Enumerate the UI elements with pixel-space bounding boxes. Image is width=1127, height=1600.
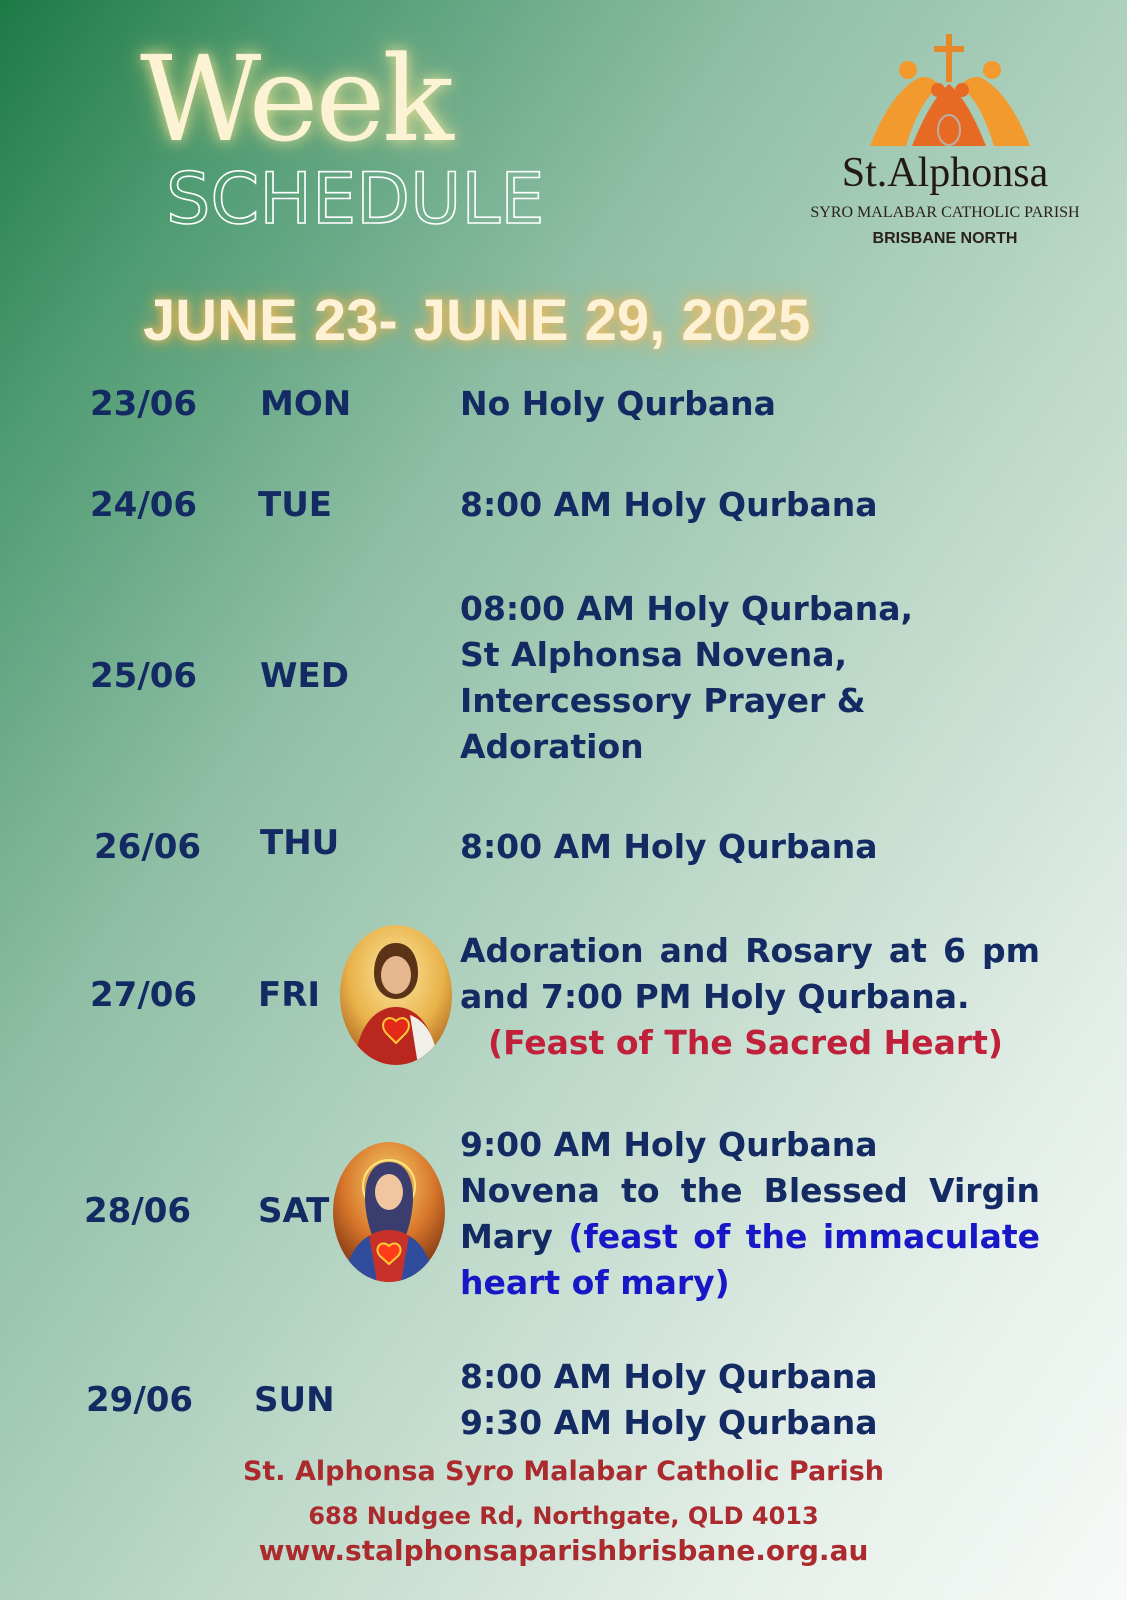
church-people-logo-icon: [860, 34, 1040, 154]
logo-name: St.Alphonsa: [841, 150, 1049, 196]
schedule-line: Novena to the Blessed Virgin: [460, 1171, 1040, 1210]
feast-note: heart of mary): [460, 1263, 730, 1302]
sacred-heart-jesus-icon: [340, 925, 452, 1065]
schedule-description: [460, 824, 1040, 870]
footer-parish: St. Alphonsa Syro Malabar Catholic Parish: [242, 1456, 885, 1487]
schedule-line: 9:00 AM Holy Qurbana: [460, 1125, 878, 1164]
schedule-description: [460, 928, 1040, 1066]
schedule-day: TUE: [258, 485, 333, 525]
schedule-day: THU: [260, 823, 340, 863]
schedule-line: Mary: [460, 1217, 553, 1256]
schedule-day: SUN: [254, 1380, 335, 1420]
schedule-line: 9:30 AM Holy Qurbana: [460, 1403, 878, 1442]
schedule-line: Adoration and Rosary at 6 pm: [460, 931, 1040, 970]
schedule-date: 29/06: [86, 1380, 194, 1420]
schedule-description: [460, 381, 1040, 427]
parish-logo: [800, 34, 1090, 254]
schedule-date: 25/06: [90, 656, 198, 696]
schedule-description: [460, 482, 1040, 528]
feast-note: (feast of the immaculate: [568, 1217, 1040, 1256]
schedule-line: 8:00 AM Holy Qurbana: [460, 827, 878, 866]
logo-subtitle: SYRO MALABAR CATHOLIC PARISH: [810, 204, 1080, 221]
schedule-description: [460, 586, 1040, 770]
schedule-line: No Holy Qurbana: [460, 384, 776, 423]
schedule-description: [460, 1122, 1040, 1306]
schedule-line: Intercessory Prayer &: [460, 681, 866, 720]
schedule-day: SAT: [258, 1191, 330, 1231]
immaculate-heart-mary-icon: [333, 1142, 445, 1282]
schedule-line: 8:00 AM Holy Qurbana: [460, 485, 878, 524]
schedule-day: FRI: [258, 975, 321, 1015]
schedule-day: WED: [260, 656, 349, 696]
logo-location: BRISBANE NORTH: [872, 230, 1018, 247]
schedule-line: and 7:00 PM Holy Qurbana.: [460, 977, 970, 1016]
schedule-date: 23/06: [90, 384, 198, 424]
schedule-description: [460, 1354, 1040, 1446]
schedule-line-mixed: [460, 1214, 1040, 1260]
schedule-line: 08:00 AM Holy Qurbana,: [460, 589, 914, 628]
schedule-date: 24/06: [90, 485, 198, 525]
schedule-date: 27/06: [90, 975, 198, 1015]
date-range: JUNE 23- JUNE 29, 2025: [143, 288, 811, 353]
schedule-line: St Alphonsa Novena,: [460, 635, 848, 674]
schedule-date: 28/06: [84, 1191, 192, 1231]
footer-address: 688 Nudgee Rd, Northgate, QLD 4013: [308, 1502, 819, 1530]
schedule-day: MON: [260, 384, 352, 424]
schedule-line: Adoration: [460, 727, 644, 766]
schedule-line: 8:00 AM Holy Qurbana: [460, 1357, 878, 1396]
footer-website[interactable]: www.stalphonsaparishbrisbane.org.au: [258, 1534, 869, 1567]
title-schedule: SCHEDULE: [166, 158, 545, 240]
feast-note: (Feast of The Sacred Heart): [488, 1023, 1003, 1062]
title-week: Week: [140, 30, 451, 168]
schedule-date: 26/06: [94, 827, 202, 867]
